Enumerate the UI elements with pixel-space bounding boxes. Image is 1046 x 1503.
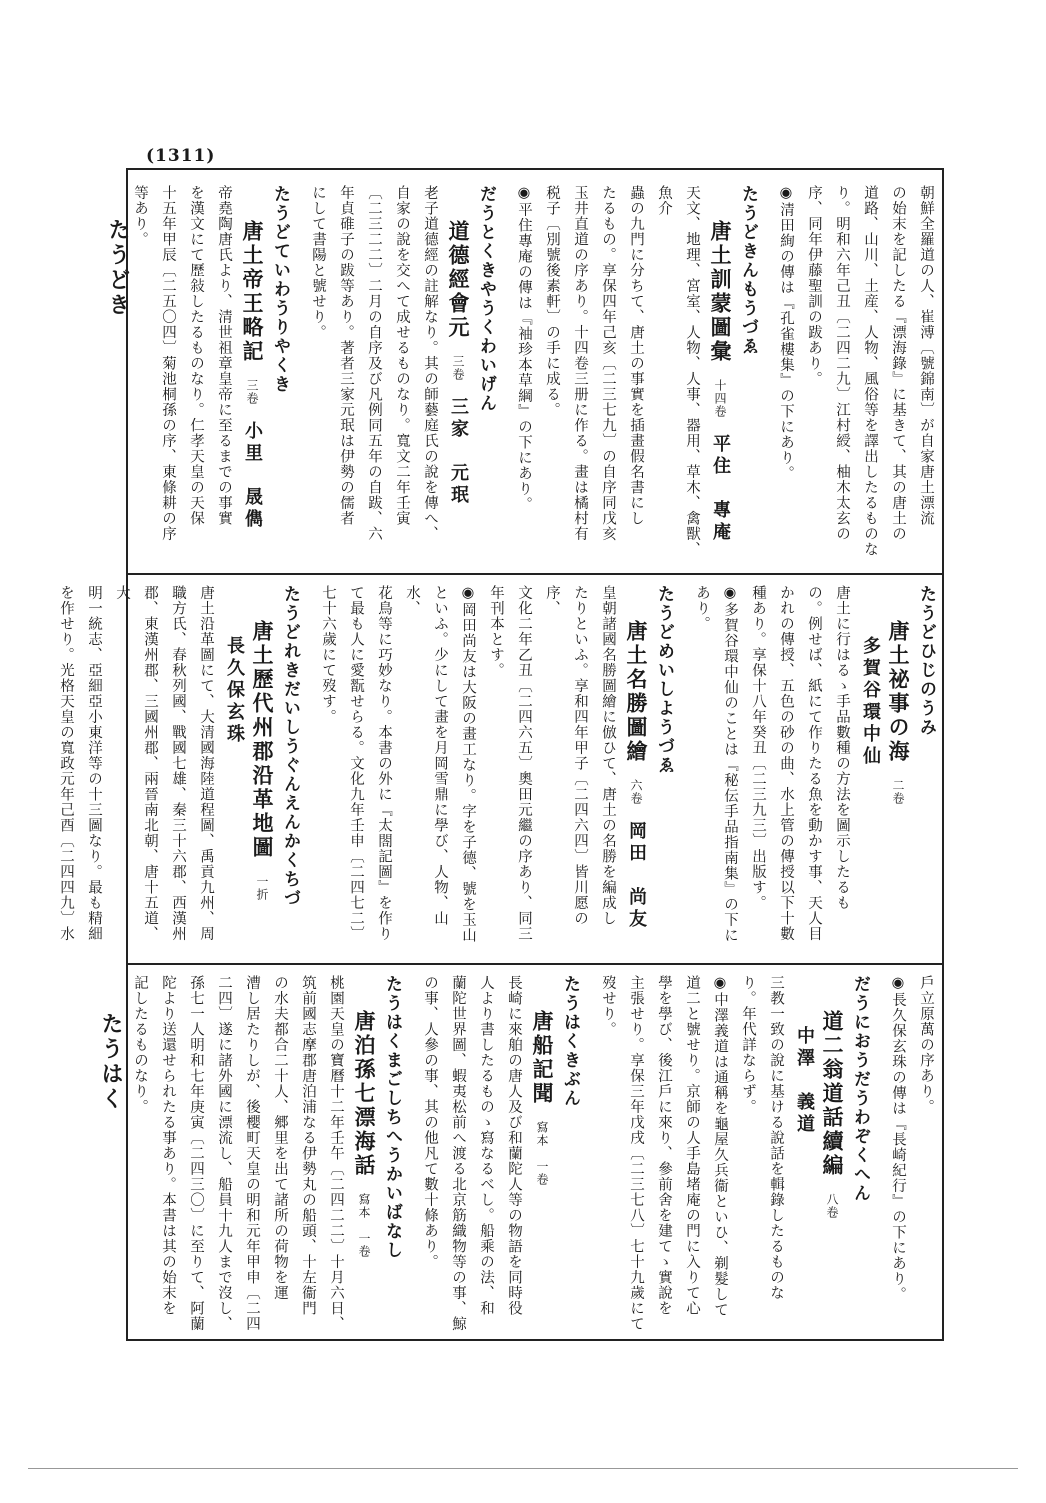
entry-body-line: ◉中澤義道は通稱を龜屋久兵衞といひ、剃髮して [712,975,728,1318]
entry-body-line: 道二と號せり。京師の人手島堵庵の門に入りて心 [684,975,700,1316]
page-number: (1311) [146,146,216,166]
dictionary-entry [304,185,500,565]
entry-title: 唐船記聞 [530,1010,555,1107]
entry-body-line: といふ。少にして畫を月岡雪鼎に學び、人物、山水、 [404,585,448,926]
entry-body-line: 二四〕遂に諸外國に漂流し、船員十九人まで沒し、 [216,975,232,1332]
section-divider [126,963,944,965]
running-head-top: たうどき [105,218,131,318]
entry-body-line: 蘭陀世界圖、蝦夷松前へ渡る北京筋織物等の事、鯨 [450,975,466,1332]
entry-author: 中澤 義道 [794,1026,815,1137]
entry-volumes: 三卷 [245,379,259,406]
entry-body-line: 筑前國志摩郡唐泊浦なる伊勢丸の船頭、十左衞門 [300,975,316,1316]
entry-author: 三家 元珉 [448,397,469,508]
entry-body-line: 戶立原萬の序あり。 [918,975,934,1115]
entry-body-line: 三教一致の說に基ける說話を輯錄したるものな [768,975,784,1301]
entry-body-line: を作せり。光格天皇の寬政元年己酉〔二四四九〕水 [58,585,74,942]
dictionary-entry [314,585,678,953]
entry-body-line: 郡、東漢州郡、三國州郡、兩晉南北朝、唐十五道、大 [114,585,158,942]
entry-volumes: 三卷 [451,355,465,382]
entry-title-line [444,185,472,565]
entry-body-line: ◉清田絢の傳は『孔雀樓集』の下にあり。 [778,185,794,481]
entry-body-line: 桃園天皇の寶曆十二年壬午〔二四二二〕十月六日、 [328,975,344,1332]
entry-author: 多賀谷環中仙 [860,636,881,769]
dictionary-entry [510,185,762,565]
entry-body-line: を漢文にて歷敍したるものなり。仁孝天皇の天保 [188,185,204,526]
entry-body-line: り。年代詳ならず。 [740,975,756,1115]
entry-body-line: たりといふ。享和四年甲子〔二四六四〕皆川愿の序、 [544,585,588,926]
entry-author: 平住 專庵 [710,434,731,545]
entry-body-line: 主張せり。享保三年戊戌〔二三七八〕七十九歲にて [628,975,644,1332]
entry-body-line: 等あり。 [132,185,148,247]
entry-body-line: 帝堯陶唐氏より、清世祖章皇帝に至るまでの事實 [216,185,232,526]
dictionary-entry [416,975,584,1335]
entry-body-line: 明一統志、亞細亞小東洋等の十三圖なり。最も精細 [86,585,102,942]
entry-body-line: 天文、地理、宮室、人物、人事、器用、草木、禽獸、魚介 [656,185,700,557]
entry-body-line: ◉長久保玄珠の傳は『長崎紀行』の下にあり。 [890,975,906,1302]
entry-title-line [350,975,378,1335]
running-head-bottom: たうはく [98,1012,124,1112]
dictionary-entry [126,185,294,565]
section-divider [126,573,944,575]
section-top [130,185,940,565]
entry-volumes: 六卷 [629,779,643,806]
entry-body-line: 老子道德經の註解なり。其の師藝庭氏の說を傳へ、 [422,185,438,542]
entry-body-line: 歿せり。 [600,975,616,1037]
entry-kana-heading: たうどひじのうみ [916,585,936,737]
entry-continuation [772,185,940,565]
entry-body-line: り。明和六年己丑〔二四二九〕江村綬、柚木太玄の [834,185,850,542]
entry-author: 岡田 尚友 [626,821,647,932]
entry-body-line: 孫七一人明和七年庚寅〔二四三〇〕に至りて、阿蘭 [188,975,204,1332]
entry-body-line: ◉多賀谷環中仙のことは『秘伝手品指南集』の下にあり。 [694,585,738,943]
entry-body-line: ◉平住專庵の傳は『袖珍本草綱』の下にあり。 [516,185,532,512]
entry-body-line: 七十六歲にて歿す。 [320,585,336,725]
entry-body-line: 皇朝諸國名勝圖繪に倣ひて、唐土の名勝を編成し [600,585,616,926]
entry-kana-heading: たうはくきぶん [560,975,580,1108]
entry-kana-heading: たうどきんもうづゑ [738,185,758,356]
entry-title-line [856,585,912,953]
entry-body-line: 學を學び、後江戶に來り、參前舍を建てゝ實說を [656,975,672,1316]
entry-title: 唐土帝王略記 [240,220,265,365]
entry-body-line: 十五年甲辰〔二五〇四〕菊池桐孫の序、東條耕の序 [160,185,176,542]
entry-body-line: 〔二三二二〕二月の自序及び凡例同五年の自跋、六 [366,185,382,542]
scan-artifact-line [28,1468,1018,1469]
entry-title-line [622,585,650,953]
entry-body-line: 文化二年乙丑〔二四六五〕奧田元繼の序あり、同三 [516,585,532,942]
entry-title-line [790,975,846,1335]
entry-title-line [238,185,266,565]
entry-volumes: 八卷 [825,1193,839,1220]
entry-volumes: 一折 [255,875,269,902]
entry-continuation [884,975,940,1335]
entry-body-line: の事、人參の事、其の他凡て數十條あり。 [422,975,438,1270]
dictionary-entry [126,975,406,1335]
entry-body-line: 花鳥等に巧妙なり。本書の外に『太閤記圖』を作り [376,585,392,942]
entry-body-line: 年刊本とす。 [488,585,504,678]
entry-body-line: 自家の說を交へて成せるものなり。寬文二年壬寅 [394,185,410,526]
entry-body-line: 唐土に行はるゝ手品數種の方法を圖示したるも [834,585,850,911]
entry-body-line: 長崎に來舶の唐人及び和蘭陀人等の物語を同時役 [506,975,522,1316]
entry-body-line: の。例せば、紙にて作りたる魚を動かす事、天人目 [806,585,822,942]
entry-author: 小里 晟儁 [242,421,263,532]
entry-kana-heading: たうどていわうりやくき [270,185,290,394]
entry-body-line: の始末を記したる『漂海錄』に基きて、其の唐土の [890,185,906,542]
entry-author: 長久保玄珠 [224,636,245,747]
entry-volumes: 二卷 [891,779,905,806]
entry-body-line: 種あり。享保十八年癸丑〔二三九三〕出版す。 [750,585,766,911]
entry-kana-heading: だうにおうだうわぞくへん [850,975,870,1203]
entry-body-line: たるもの。享保四年己亥〔二三七九〕の自序同戊亥 [600,185,616,542]
entry-title: 道二翁道話續編 [820,1010,845,1179]
entry-title: 唐泊孫七漂海話 [352,1010,377,1179]
entry-body-line: 記したるものなり。 [132,975,148,1115]
entry-title: 唐土訓蒙圖彙 [708,220,733,365]
entry-body-line: 年貞碓子の跋等あり。著者三家元珉は伊勢の儒者 [338,185,354,526]
entry-body-line: 唐土沿革圖にて、大清國海陸道程圖、禹貢九州、周 [198,585,214,942]
entry-volumes: 寫本 一卷 [357,1193,371,1259]
entry-title: 道德經會元 [446,220,471,341]
entry-body-line: 朝鮮全羅道の人、崔溥〔號錦南〕が自家唐土漂流 [918,185,934,526]
entry-body-line: 税子〔別號後素軒〕の手に成る。 [544,185,560,418]
entry-title: 唐土名勝圖繪 [624,620,649,765]
entry-body-line: 陀より送還せられたる事あり。本書は其の始末を [160,975,176,1316]
entry-body-line: にして書陽と號せり。 [310,185,326,340]
entry-kana-heading: だうとくきやうくわいげん [476,185,496,413]
entry-body-line: 職方氏、春秋列國、戰國七雄、秦三十六郡、西漢州 [170,585,186,942]
entry-kana-heading: たうどめいしようづゑ [654,585,674,775]
dictionary-entry [688,585,940,953]
entry-kana-heading: たうどれきだいしうぐんえんかくちづ [280,585,300,908]
entry-title-line [706,185,734,565]
dictionary-entry [594,975,874,1335]
entry-body-line: ◉岡田尚友は大阪の畫工なり。字を子德、號を玉山 [460,585,476,943]
entry-title-line [220,585,276,953]
section-middle [58,585,940,953]
entry-volumes: 寫本 一卷 [535,1121,549,1187]
entry-body-line: 玉井直道の序あり。十四卷三册に作る。畫は橘村有 [572,185,588,542]
entry-title-line [528,975,556,1335]
entry-title: 唐土歷代州郡沿革地圖 [250,620,275,861]
entry-body-line: 人より書したるものゝ寫なるべし。船乘の法、和 [478,975,494,1316]
dictionary-entry [52,585,304,953]
entry-body-line: の水夫都合二十人、郷里を出て諸所の荷物を運 [272,975,288,1301]
entry-body-line: て最も人に愛翫せらる。文化九年壬申〔二四七二〕 [348,585,364,942]
entry-volumes: 十四卷 [713,379,727,419]
entry-body-line: 蟲の九門に分ちて、唐土の事實を插畫假名書にし [628,185,644,526]
entry-kana-heading: たうはくまごしちへうかいばなし [382,975,402,1260]
entry-body-line: 道路、山川、土産、人物、風俗等を譯出したるものな [862,185,878,557]
entry-body-line: かれの傳授、五色の砂の曲、水上管の傳授以下十數 [778,585,794,942]
section-bottom [130,975,940,1335]
entry-title: 唐土祕事の海 [886,620,911,765]
entry-body-line: 漕し居たりしが、後櫻町天皇の明和元年甲申〔二四 [244,975,260,1332]
entry-body-line: 序、同年伊藤聖訓の跋あり。 [806,185,822,387]
